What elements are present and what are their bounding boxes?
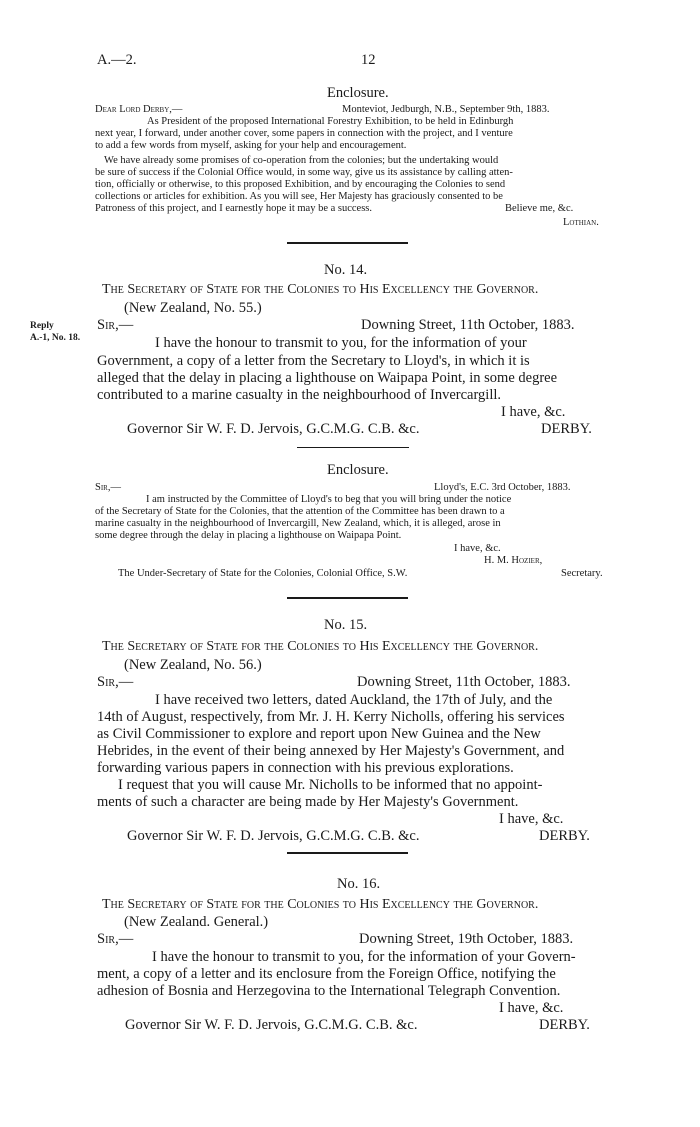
text-line: marine casualty in the neighbourhood of Invercargill, New Zealand, which, it is alleged, arose in bbox=[95, 518, 501, 529]
signature: DERBY. bbox=[541, 421, 592, 437]
section-divider bbox=[287, 242, 408, 244]
text-line: Patroness of this project, and I earnestly hope it may be a success. bbox=[95, 203, 373, 214]
letter-close: I have, &c. bbox=[499, 1000, 564, 1016]
margin-note: Reply bbox=[30, 321, 54, 331]
section-subheading: (New Zealand, No. 55.) bbox=[124, 300, 262, 316]
signature: DERBY. bbox=[539, 828, 590, 844]
letter-address: Lloyd's, E.C. 3rd October, 1883. bbox=[434, 482, 571, 493]
section-heading: The Secretary of State for the Colonies to His Excellency the Governor. bbox=[102, 639, 539, 654]
salutation: Sir,— bbox=[97, 317, 134, 333]
section-number: No. 14. bbox=[324, 262, 368, 278]
text-line: I am instructed by the Committee of Lloyd's to beg that you will bring under the notice bbox=[146, 494, 512, 505]
letter-place-date: Downing Street, 11th October, 1883. bbox=[361, 317, 575, 333]
signature: Lothian. bbox=[563, 217, 599, 228]
text-line: forwarding various papers in connection with his previous explorations. bbox=[97, 760, 514, 776]
enclosure-title: Enclosure. bbox=[327, 85, 389, 101]
text-line: I have the honour to transmit to you, for the information of your bbox=[155, 335, 527, 351]
section-heading: The Secretary of State for the Colonies to His Excellency the Governor. bbox=[102, 282, 539, 297]
signature: DERBY. bbox=[539, 1017, 590, 1033]
section-divider bbox=[287, 852, 408, 854]
section-number: No. 15. bbox=[324, 617, 368, 633]
text-line: I request that you will cause Mr. Nicholls to be informed that no appoint- bbox=[118, 777, 543, 793]
text-line: adhesion of Bosnia and Herzegovina to the International Telegraph Convention. bbox=[97, 983, 561, 999]
letter-close: I have, &c. bbox=[499, 811, 564, 827]
text-line: of the Secretary of State for the Colonies, that the attention of the Committee has been drawn to a bbox=[95, 506, 505, 517]
salutation: Sir,— bbox=[95, 482, 121, 493]
letter-close: Believe me, &c. bbox=[505, 203, 574, 214]
text-line: as Civil Commissioner to explore and report upon New Guinea and the New bbox=[97, 726, 541, 742]
text-line: tion, officially or otherwise, to this proposed Exhibition, and by encouraging the Colonies to send bbox=[95, 179, 506, 190]
signature: H. M. Hozier, bbox=[484, 555, 543, 566]
letter-place-date: Downing Street, 19th October, 1883. bbox=[359, 931, 574, 947]
letter-place-date: Downing Street, 11th October, 1883. bbox=[357, 674, 571, 690]
enclosure-title: Enclosure. bbox=[327, 462, 389, 478]
addressee: Governor Sir W. F. D. Jervois, G.C.M.G. C.B. &c. bbox=[125, 1017, 418, 1033]
section-subheading: (New Zealand, No. 56.) bbox=[124, 657, 262, 673]
section-number: No. 16. bbox=[337, 876, 381, 892]
text-line: I have the honour to transmit to you, for the information of your Govern- bbox=[152, 949, 576, 965]
text-line: collections or articles for exhibition. As you will see, Her Majesty has graciously consented to be bbox=[95, 191, 503, 202]
section-heading: The Secretary of State for the Colonies to His Excellency the Governor. bbox=[102, 897, 539, 912]
section-subheading: (New Zealand. General.) bbox=[124, 914, 269, 930]
addressee: Governor Sir W. F. D. Jervois, G.C.M.G. C.B. &c. bbox=[127, 828, 420, 844]
text-line: Hebrides, in the event of their being annexed by Her Majesty's Government, and bbox=[97, 743, 565, 759]
addressee: Governor Sir W. F. D. Jervois, G.C.M.G. C.B. &c. bbox=[127, 421, 420, 437]
text-line: I have received two letters, dated Auckland, the 17th of July, and the bbox=[155, 692, 553, 708]
text-line: be sure of success if the Colonial Office would, in some way, give us its assistance by calling atten- bbox=[95, 167, 513, 178]
section-divider bbox=[287, 597, 408, 599]
text-line: Government, a copy of a letter from the Secretary to Lloyd's, in which it is bbox=[97, 353, 530, 369]
salutation: Sir,— bbox=[97, 674, 134, 690]
text-line: As President of the proposed International Forestry Exhibition, to be held in Edinburgh bbox=[147, 116, 514, 127]
section-divider bbox=[297, 447, 409, 448]
text-line: some degree through the delay in placing a lighthouse on Waipapa Point. bbox=[95, 530, 402, 541]
letter-address: Monteviot, Jedburgh, N.B., September 9th, 1883. bbox=[342, 104, 550, 115]
margin-note: A.-1, No. 18. bbox=[30, 333, 81, 343]
text-line: alleged that the delay in placing a lighthouse on Waipapa Point, in some degree bbox=[97, 370, 558, 386]
document-reference: A.—2. bbox=[97, 52, 137, 68]
salutation: Dear Lord Derby,— bbox=[95, 104, 183, 115]
text-line: to add a few words from myself, asking for your help and encouragement. bbox=[95, 140, 407, 151]
addressee: The Under-Secretary of State for the Colonies, Colonial Office, S.W. bbox=[118, 568, 408, 579]
text-line: ments of such a character are being made by Her Majesty's Government. bbox=[97, 794, 519, 810]
text-line: 14th of August, respectively, from Mr. J. H. Kerry Nicholls, offering his services bbox=[97, 709, 565, 725]
text-line: next year, I forward, under another cover, some papers in connection with the project, and I venture bbox=[95, 128, 513, 139]
letter-close: I have, &c. bbox=[454, 543, 501, 554]
text-line: We have already some promises of co-operation from the colonies; but the undertaking would bbox=[104, 155, 499, 166]
page-number: 12 bbox=[361, 52, 376, 68]
salutation: Sir,— bbox=[97, 931, 134, 947]
signature-title: Secretary. bbox=[561, 568, 603, 579]
text-line: ment, a copy of a letter and its enclosure from the Foreign Office, notifying the bbox=[97, 966, 556, 982]
letter-close: I have, &c. bbox=[501, 404, 566, 420]
text-line: contributed to a marine casualty in the neighbourhood of Invercargill. bbox=[97, 387, 501, 403]
